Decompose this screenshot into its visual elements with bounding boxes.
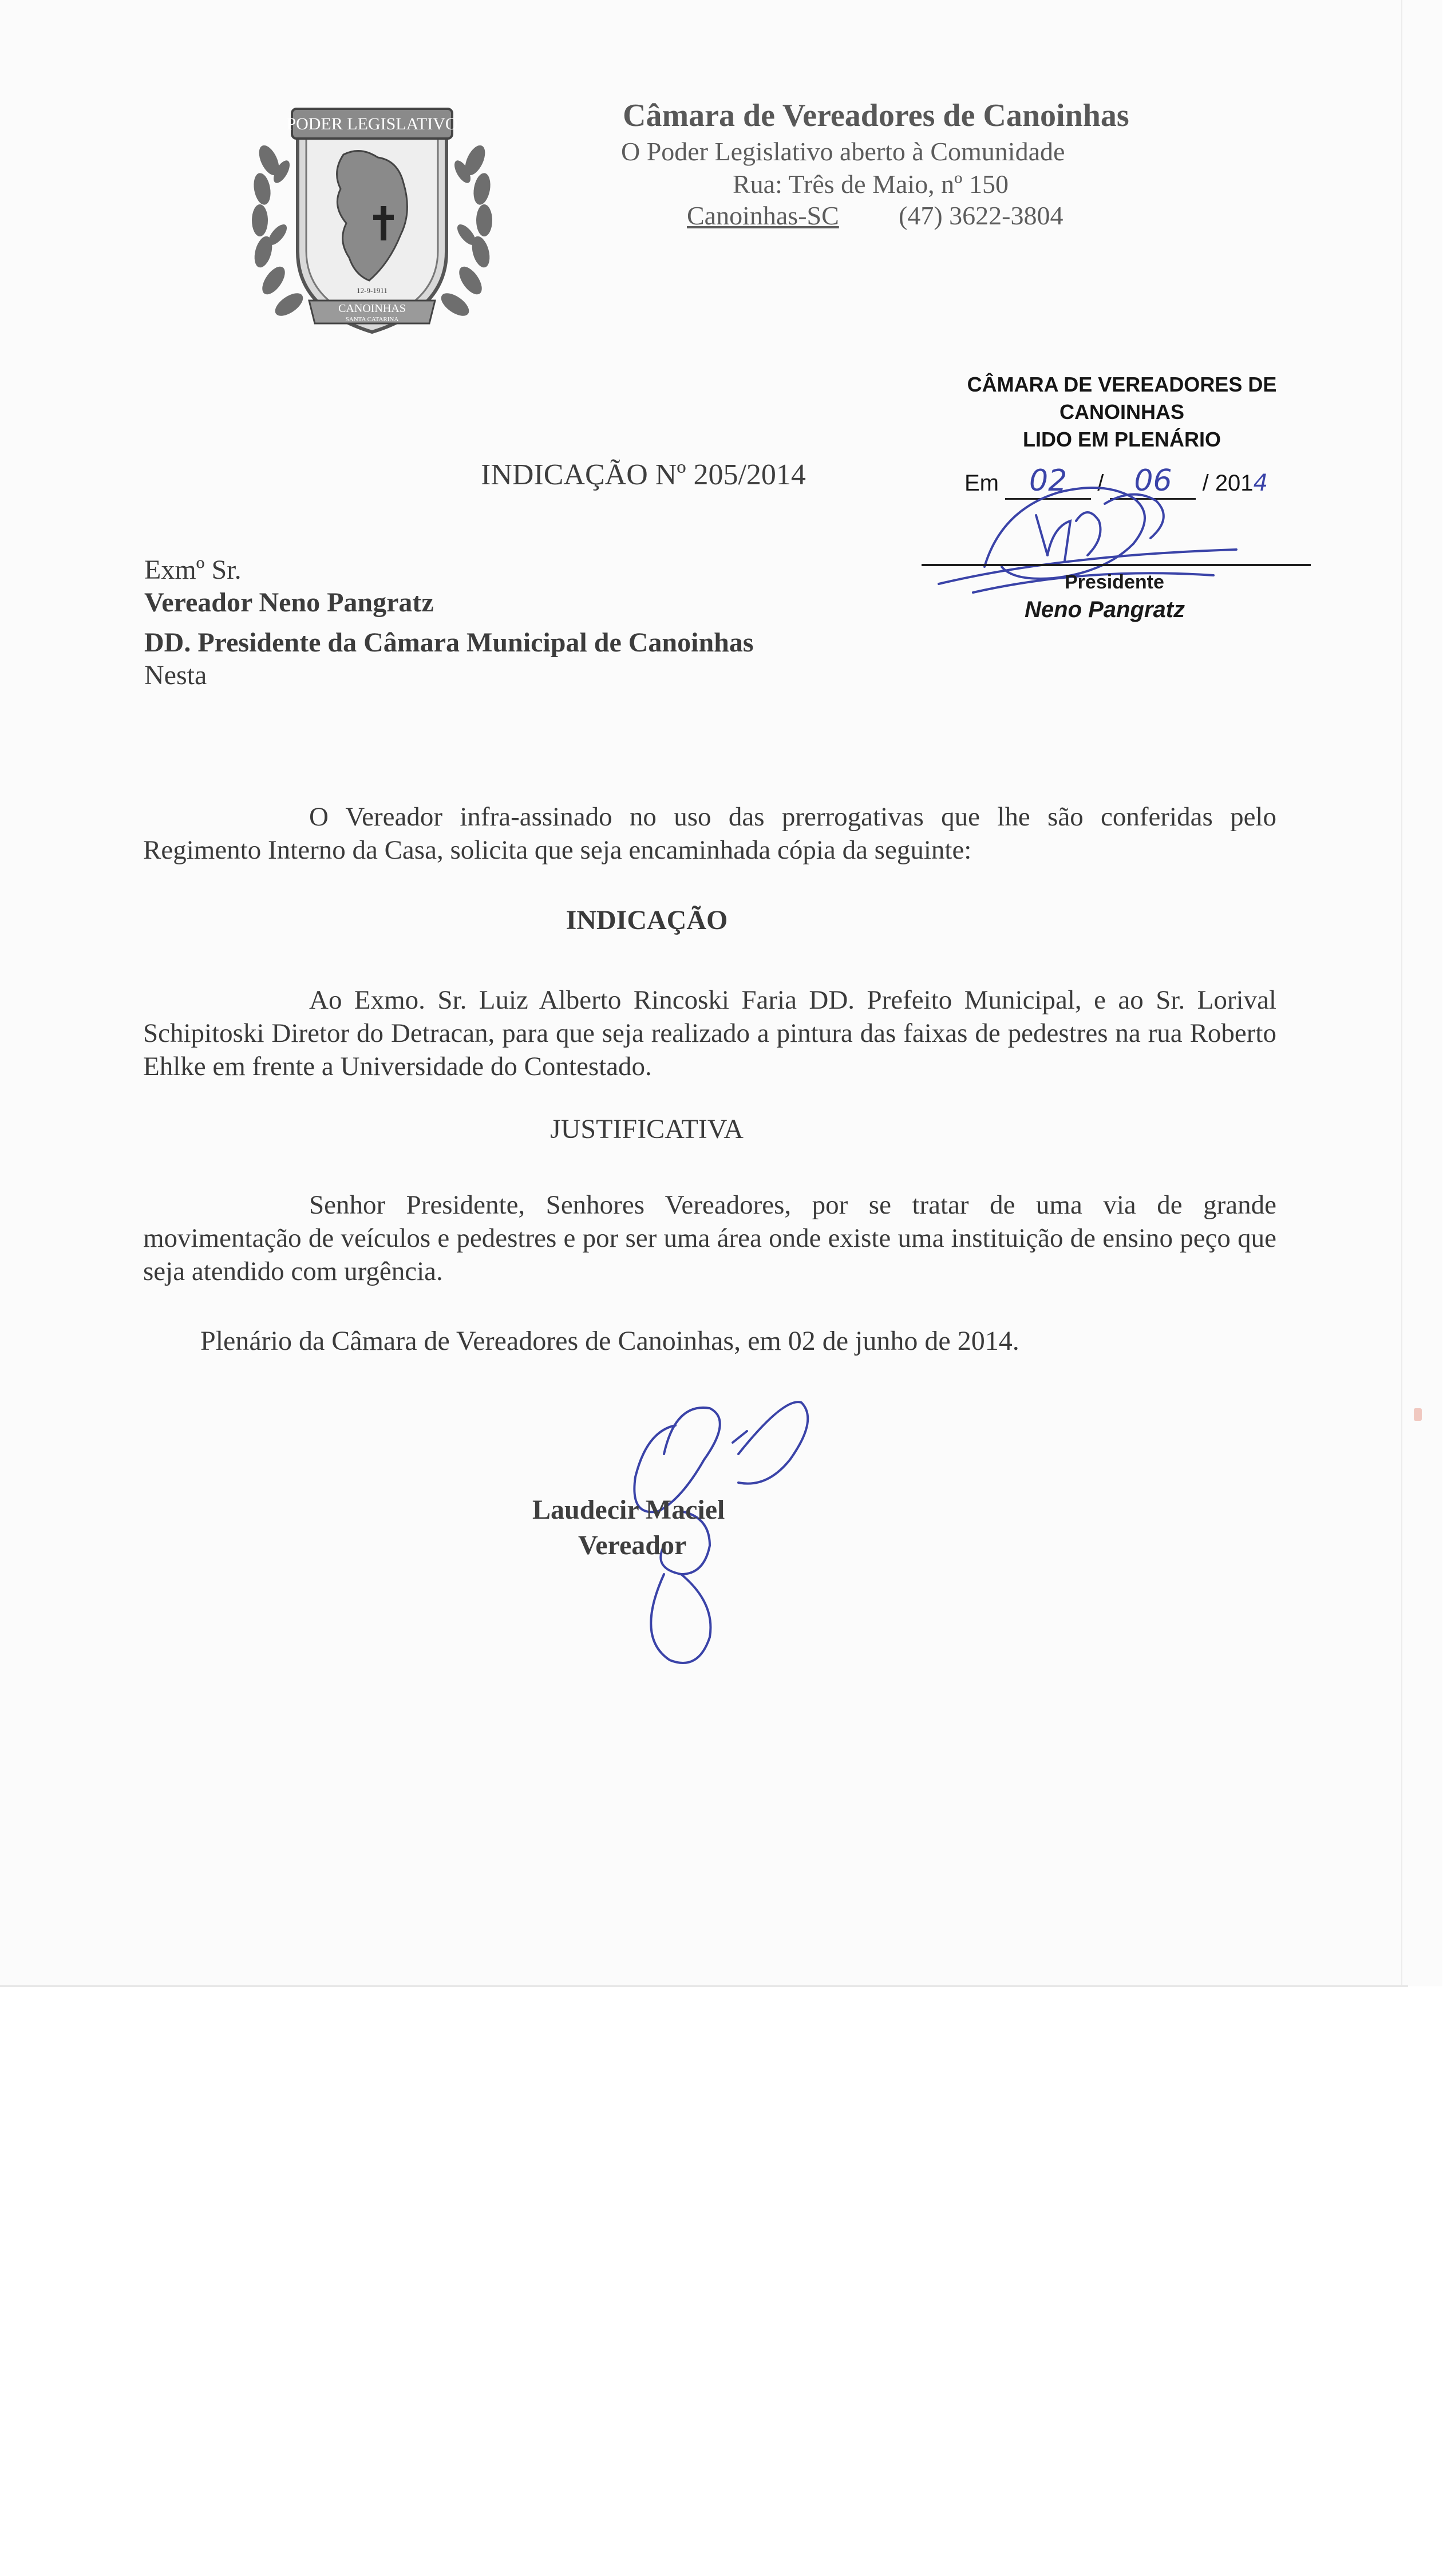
stamp-year-prefix: 201 [1215,471,1254,496]
stamp-name: Neno Pangratz [1025,597,1185,622]
intro-text: O Vereador infra-assinado no uso das prerrogativas que lhe são conferidas pelo Regimento Interno da Casa, solicita que seja encaminhada cópia da seguinte: [143,802,1276,865]
signer-role: Vereador [578,1530,687,1560]
svg-text:CANOINHAS: CANOINHAS [338,302,406,315]
plenary-stamp-header [927,371,1316,453]
header-phone: (47) 3622-3804 [899,201,1063,230]
header-tagline: O Poder Legislativo aberto à Comunidade [621,137,1065,166]
addressee-location: Nesta [144,660,207,690]
stamp-line-2: LIDO EM PLENÁRIO [1022,428,1221,451]
intro-paragraph [143,800,1276,867]
indicacao-heading: INDICAÇÃO [566,905,728,935]
page-edge [1401,0,1402,1986]
justificativa-heading: JUSTIFICATIVA [550,1114,744,1144]
signature-rule [922,564,1311,566]
closing-line: Plenário da Câmara de Vereadores de Canoinhas, em 02 de junho de 2014. [200,1326,1019,1356]
addressee-title: DD. Presidente da Câmara Municipal de Canoinhas [144,627,754,658]
addressee-salutation: Exmº Sr. [144,555,242,585]
indicacao-paragraph [143,983,1276,1083]
stamp-em-label: Em [964,471,999,496]
stamp-date: Em 02 / 06 / 2014 [964,464,1268,500]
stamp-line-1: CÂMARA DE VEREADORES DE CANOINHAS [967,373,1277,424]
stamp-day-value: 02 [1029,464,1068,498]
justificativa-paragraph [143,1188,1276,1288]
president-signature [916,469,1271,618]
document-number: INDICAÇÃO Nº 205/2014 [481,459,806,491]
svg-text:PODER LEGISLATIVO: PODER LEGISLATIVO [286,114,458,133]
svg-text:12-9-1911: 12-9-1911 [357,286,388,295]
addressee-name: Vereador Neno Pangratz [144,587,434,618]
scan-speck [1414,1408,1422,1421]
header-address: Rua: Três de Maio, nº 150 [733,169,1009,199]
camara-emblem-logo [246,92,498,349]
header-title: Câmara de Vereadores de Canoinhas [623,98,1129,133]
svg-text:SANTA CATARINA: SANTA CATARINA [345,316,399,323]
page-bottom-edge [0,1985,1408,1987]
indicacao-text: Ao Exmo. Sr. Luiz Alberto Rincoski Faria DD. Prefeito Municipal, e ao Sr. Lorival Schipitoski Diretor do Detracan, para que seja realizado a pintura das faixas de pedestres na rua Roberto Ehlke em frente a Universidade do Contestado. [143,985,1276,1081]
stamp-year-suffix: 4 [1253,470,1268,496]
signer-name: Laudecir Maciel [532,1495,725,1525]
stamp-role: Presidente [1065,571,1164,593]
stamp-month-value: 06 [1134,464,1172,498]
header-city: Canoinhas-SC [687,201,839,230]
justificativa-text: Senhor Presidente, Senhores Vereadores, por se tratar de uma via de grande movimentação de veículos e pedestres e por ser uma área onde existe uma instituição de ensino peço que seja atendido com urgência. [143,1190,1276,1286]
